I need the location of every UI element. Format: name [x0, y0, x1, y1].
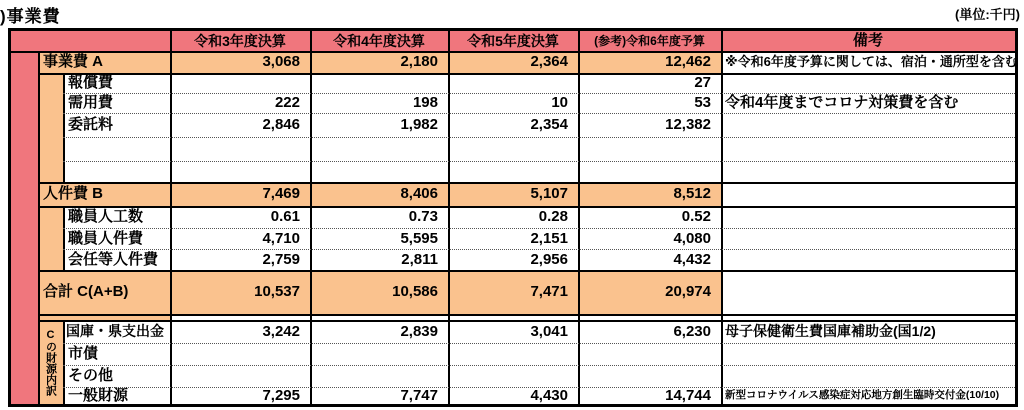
row-label-itakuryo: 委託料 — [68, 116, 114, 133]
cell-value: 0.28 — [538, 208, 568, 225]
row-label-kokko: 国庫・県支出金 — [66, 323, 164, 339]
column-header-y5: 令和5年度決算 — [467, 33, 559, 49]
row-label-hoshohi: 報償費 — [68, 74, 114, 91]
grid-line — [721, 31, 723, 404]
page-title: )事業費 — [0, 7, 61, 26]
grid-line — [63, 206, 65, 270]
cell-value: 2,956 — [530, 251, 568, 268]
row-label-shokuin-jinkenhi: 職員人件費 — [68, 230, 144, 247]
cell-value: 2,839 — [400, 323, 438, 340]
row-label-jigyohi-a: 事業費 A — [43, 53, 104, 70]
dotted-line — [63, 161, 1015, 162]
cell-value: 1,982 — [400, 116, 438, 133]
cell-value: 10,586 — [392, 283, 438, 300]
cell-value: 2,811 — [401, 251, 438, 268]
cell-value: 12,382 — [665, 116, 711, 133]
cell-value: 198 — [412, 94, 438, 111]
cell-value: 8,406 — [400, 185, 438, 202]
cell-value: 10,537 — [254, 283, 300, 300]
cell-value: 5,107 — [530, 185, 568, 202]
column-header-y3: 令和3年度決算 — [194, 33, 286, 49]
cell-value: 3,068 — [262, 53, 300, 70]
cell-value: 4,430 — [530, 387, 568, 404]
cell-value: 2,364 — [530, 53, 568, 70]
dotted-line — [63, 343, 1015, 344]
grid-line — [63, 73, 65, 182]
cell-value: 222 — [274, 94, 300, 111]
grid-line — [38, 314, 1015, 316]
row-label-shisai: 市債 — [68, 345, 99, 362]
cell-value: 7,295 — [262, 387, 300, 404]
cell-value: 0.73 — [408, 208, 438, 225]
row-label-sonota: その他 — [68, 367, 114, 384]
column-header-y6: (参考)令和6年度予算 — [594, 34, 705, 48]
cell-value: 2,180 — [400, 53, 438, 70]
cell-value: 12,462 — [665, 53, 711, 70]
cell-value: 7,469 — [262, 185, 300, 202]
cell-value: 20,974 — [665, 283, 711, 300]
cell-value: 3,041 — [530, 323, 568, 340]
row-label-shokuin-ninzu: 職員人工数 — [68, 208, 144, 225]
cell-value: 6,230 — [673, 323, 711, 340]
row-label-juyohi: 需用費 — [68, 94, 114, 111]
cell-value: 10 — [551, 94, 568, 111]
cell-value: 7,471 — [530, 283, 568, 300]
grid-line — [38, 73, 1015, 75]
cell-value: 4,710 — [262, 230, 300, 247]
cell-value: 7,747 — [400, 387, 438, 404]
left-band — [11, 31, 38, 404]
row-label-jinkenhi-b: 人件費 B — [43, 185, 104, 202]
cell-value: 4,432 — [673, 251, 711, 268]
biko-note: 令和4年度までコロナ対策費を含む — [725, 94, 959, 111]
cell-value: 14,744 — [665, 387, 711, 404]
column-header-biko: 備考 — [852, 32, 883, 49]
cell-value: 4,080 — [673, 230, 711, 247]
cell-value: 3,242 — [262, 323, 300, 340]
cell-value: 2,846 — [262, 116, 300, 133]
biko-note: 母子保健衛生費国庫補助金(国1/2) — [725, 323, 936, 339]
cell-value: 0.61 — [270, 208, 300, 225]
row-label-gokei: 合計 C(A+B) — [43, 283, 129, 300]
row-label-ippan: 一般財源 — [68, 387, 129, 404]
cell-value: 8,512 — [673, 185, 711, 202]
cell-value: 0.52 — [681, 208, 711, 225]
dotted-line — [63, 137, 1015, 138]
column-header-y4: 令和4年度決算 — [333, 33, 425, 49]
dotted-line — [63, 365, 1015, 366]
grid-line — [63, 320, 65, 404]
cell-value: 27 — [694, 74, 711, 91]
row-label-kainin-jinkenhi: 会任等人件費 — [68, 251, 159, 268]
unit-note: (単位:千円) — [955, 7, 1020, 22]
biko-note: 新型コロナウイルス感染症対応地方創生臨時交付金(10/10) — [725, 389, 1000, 401]
cell-value: 2,759 — [262, 251, 300, 268]
cell-value: 2,354 — [530, 116, 568, 133]
zaigen-group-label: Cの財源内訳 — [44, 328, 57, 396]
cell-value: 5,595 — [400, 230, 438, 247]
cell-value: 53 — [694, 94, 711, 111]
biko-note: ※令和6年度予算に関しては、宿泊・通所型を含む — [725, 54, 1018, 69]
expense-table — [8, 28, 1018, 407]
cell-value: 2,151 — [530, 230, 568, 247]
